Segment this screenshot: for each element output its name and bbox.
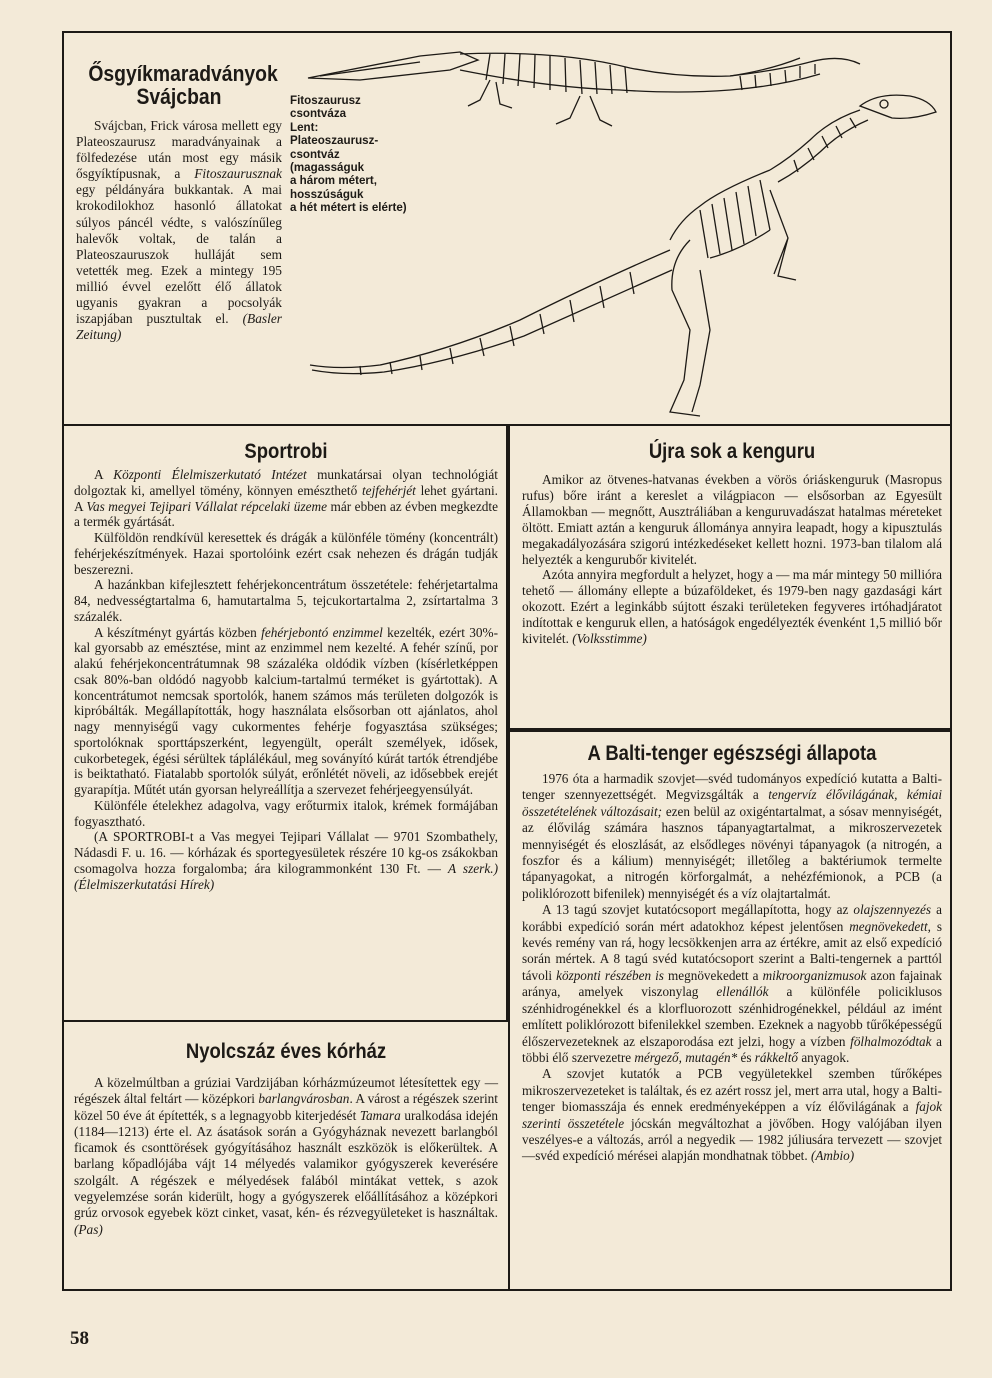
caption-line: Plateoszaurusz- (290, 134, 379, 148)
title-line-2: Svájcban (136, 84, 222, 109)
article-sportrobi (74, 440, 498, 892)
page-number: 58 (70, 1328, 89, 1349)
paragraph: Külföldön rendkívül keresettek és drágák a különféle tömény (koncentrált) fehérjekészítmények. Hazai sportolóink ezért csak nehezen és drágán tudják beszerezni. (74, 530, 498, 577)
paragraph: Azóta annyira megfordult a helyzet, hogy a — ma már mintegy 50 millióra tehető — állomány ellepte a búzaföldeket, és 1979-ben nagy gazdasági kárt okozott. Ezért a leginkább sújtott északi területeken fegyveres irtóhadjáratot indítottak e kenguruk ellen, a hatóságok engedélyezték évenként 1,5 millió bőr kivitelét. (Volksstimme) (522, 567, 942, 647)
caption-line: csontváz (290, 147, 340, 161)
caption-line: (magasságuk (290, 161, 365, 175)
article-fossils-title (88, 61, 278, 109)
paragraph: A közelmúltban a grúziai Vardzijában kórházmúzeumot létesítettek egy — régészek által feltárt — középkori barlangvárosban. A várost a régészek szerint közel 50 éve át építették, s a legnagyobb kiterjedését Tamara uralkodása idején (1184—1213) érte el. Az ásatások során a Gyógyháznak nevezett barlangból ficamok és csonttörések gyógyításához használt eszközök is előkerültek. A barlang kőpadlójába vájt 14 mélyedés valamikor gyógyszerek keverésére szolgált. A régészek e mélyedések falából mintákat vettek, s azok vegyelemzése során kiderült, hogy a gyógyszerek előállításához a középkori grúz orvosok egyebek közt cinket, vasat, kén- és rézvegyületeket is használtak. (Pas) (74, 1075, 499, 1237)
paragraph: A hazánkban kifejlesztett fehérjekoncentrátum összetétele: fehérjetartalma 84, nedvességtartalma 6, hamutartalma 5, tejcukortartalma 2, zsírtartalma 3 százalék. (74, 577, 498, 624)
paragraph: A készítményt gyártás közben fehérjebontó enzimmel kezelték, ezért 30%-kal gyorsabb az emésztése, mint az enzimmel nem kezelté. A fehér színű, por alakú fehérjekoncentrátumnak 98 százaléka oldódik vízben (kísérletképpen csak 80%-ban oldódó nagyobb kalcium-tartalmú terméket is gyártottak). A koncentrátumot nemcsak sportolók, hanem számos más területen dolgozók is kipróbálták. Megállapították, hogy használata elsősorban ott ajánlatos, ahol nagy mennyiségű vagy cukormentes fehérje fogyasztása szükséges; sportolóknak sporttápszerként, legyengült, operált személyek, idősek, cukorbetegek, égési sérültek táplálékául, meg soványító kúrát tartók étrendjébe is beiktatható. Fiatalabb sportolók súlyát, erőnlétét növeli, az idősebbek erejét gyarapítja. Műtét után gyorsan helyreállítja a szervezet fehérjeegyensúlyát. (74, 624, 499, 797)
article-baltic (522, 742, 942, 1165)
article-hospital (74, 1040, 498, 1238)
paragraph: (A SPORTROBI-t a Vas megyei Tejipari Vállalat — 9701 Szombathely, Nádasdi F. u. 16. — kórházak és sportegyesületek részére 10 kg-os zsákokban csomagolva hozza forgalomba; ára kilogrammonként 130 Ft. — A szerk.) (Élelmiszerkutatási Hírek) (74, 829, 498, 892)
article-hospital-title: Nyolcszáz éves kórház (185, 1040, 387, 1063)
article-kangaroo-title: Újra sok a kenguru (648, 440, 816, 463)
figure-caption (290, 94, 490, 215)
article-fossils-body: Svájcban, Frick városa mellett egy Plateoszaurusz maradványainak a fölfedezése után most egy másik ősgyíktípusnak, a Fitoszaurusznak egy példányára bukkantak. A mai krokodilokhoz hasonló állatokat súlyos páncél védte, s valószínűleg halevők voltak, de talán a Plateoszauruszok hulláját sem vetették meg. Ezek a mintegy 195 millió évvel ezelőtt élő állatok ugyanis gyakran a pocsolyák iszapjában pusztultak el. (Basler Zeitung) (76, 118, 282, 343)
article-baltic-body (522, 771, 942, 1165)
article-hospital-body (74, 1075, 498, 1238)
article-kangaroo (522, 440, 942, 647)
paragraph: A Központi Élelmiszerkutató Intézet munkatársai olyan technológiát dolgoztak ki, amellyel tömény, könnyen emészthető tejfehérjét lehet gyártani. A Vas megyei Tejipari Vállalat répcelaki üzeme már ebben az évben megkezdte a termék gyártását. (74, 467, 498, 530)
caption-line: a hét métert is elérte) (290, 201, 407, 215)
paragraph: A 13 tagú szovjet kutatócsoport megállapította, hogy az olajszennyezés a korábbi expedíció során mért adatokhoz képest jelentősen megnövekedett, s kevés remény van rá, hogy lecsökkenjen arra az értékre, amit az első expedíció során mértek. A 8 tagú svéd kutatócsoport szerint a Balti-tengernek a parttól távoli központi részében is megnövekedett a mikroorganizmusok azon fajainak aránya, amelyek viszonylag ellenállók a különféle policiklusos szénhidrogénekkel és a klorfluorozott szénhidrogénekkel, például az imént említett poliklórozott bifenilekkel szemben. Ezeknek a nagyobb tűrőképességű élőszervezeteknek az elszaporodása ezt jelzi, hogy a vízben fölhalmozódtak a többi élő szervezetre mérgező, mutagén* és rákkeltő anyagok. (522, 902, 943, 1065)
article-fossils (76, 62, 282, 343)
caption-line: Fitoszaurusz (290, 94, 361, 107)
caption-line: Lent: (290, 120, 319, 134)
paragraph: 1976 óta a harmadik szovjet—svéd tudományos expedíció kutatta a Balti-tenger szennyezettségét. Megvizsgálták a tengervíz élővilágának, kémiai összetételének változásait; ezen belül az oxigéntartalmat, a sósav mennyiségét, az élővilág számára hasznos tápanyagtartalmat, a mikroszervezetek mennyiségét és eloszlását, az elsődleges növényi tápanyagok (a nitrogén, a foszfor és a kálium) mennyiségét; illetőleg a baktériumok termelte tápanyagokat, a nitrogén körforgalmát, a nehézfémionok, a PCB (a poliklórozott bifenilek) mennyiségét és a víz olajtartalmát. (522, 771, 943, 901)
paragraph: Különféle ételekhez adagolva, vagy erőturmix italok, krémek formájában fogyasztható. (74, 797, 498, 829)
paragraph: A szovjet kutatók a PCB vegyületekkel szemben tűrőképes mikroszervezeteket is találtak, és ez azért rossz jel, mert arra utal, hogy a Balti-tenger biomasszája és ennek eredményeképpen a víz élővilágának a fajok szerinti összetétele jócskán megváltozhat a jövőben. Hogy valójában ilyen veszélyes-e a változás, arról a negyedik — 1982 júliusára tervezett — szovjet—svéd expedíció mérései alapján mondhatnak többet. (Ambio) (522, 1066, 942, 1164)
article-sportrobi-title: Sportrobi (244, 440, 328, 463)
caption-line: hosszúságuk (290, 187, 364, 201)
title-line-1: Ősgyíkmaradványok (88, 61, 278, 86)
article-kangaroo-body (522, 472, 942, 647)
article-sportrobi-body (74, 467, 498, 892)
article-baltic-title: A Balti-tenger egészségi állapota (587, 742, 877, 765)
paragraph: Amikor az ötvenes-hatvanas években a vörös óriáskenguruk (Masropus rufus) bőre iránt a kereslet a világpiacon — elsősorban az Egyesült Államokban — megnőtt, Ausztráliában a kenguruvadászat hatalmas méreteket öltött. Emiatt aztán a kenguruk állománya annyira leapadt, hogy a kipusztulás megakadályozására szigorú intézkedéseket kellett hozni. 1973-ban tilalom alá helyezték a kengurubőr kivitelét. (522, 472, 942, 567)
caption-line: csontváza (290, 107, 347, 121)
caption-line: a három métert, (290, 174, 377, 188)
